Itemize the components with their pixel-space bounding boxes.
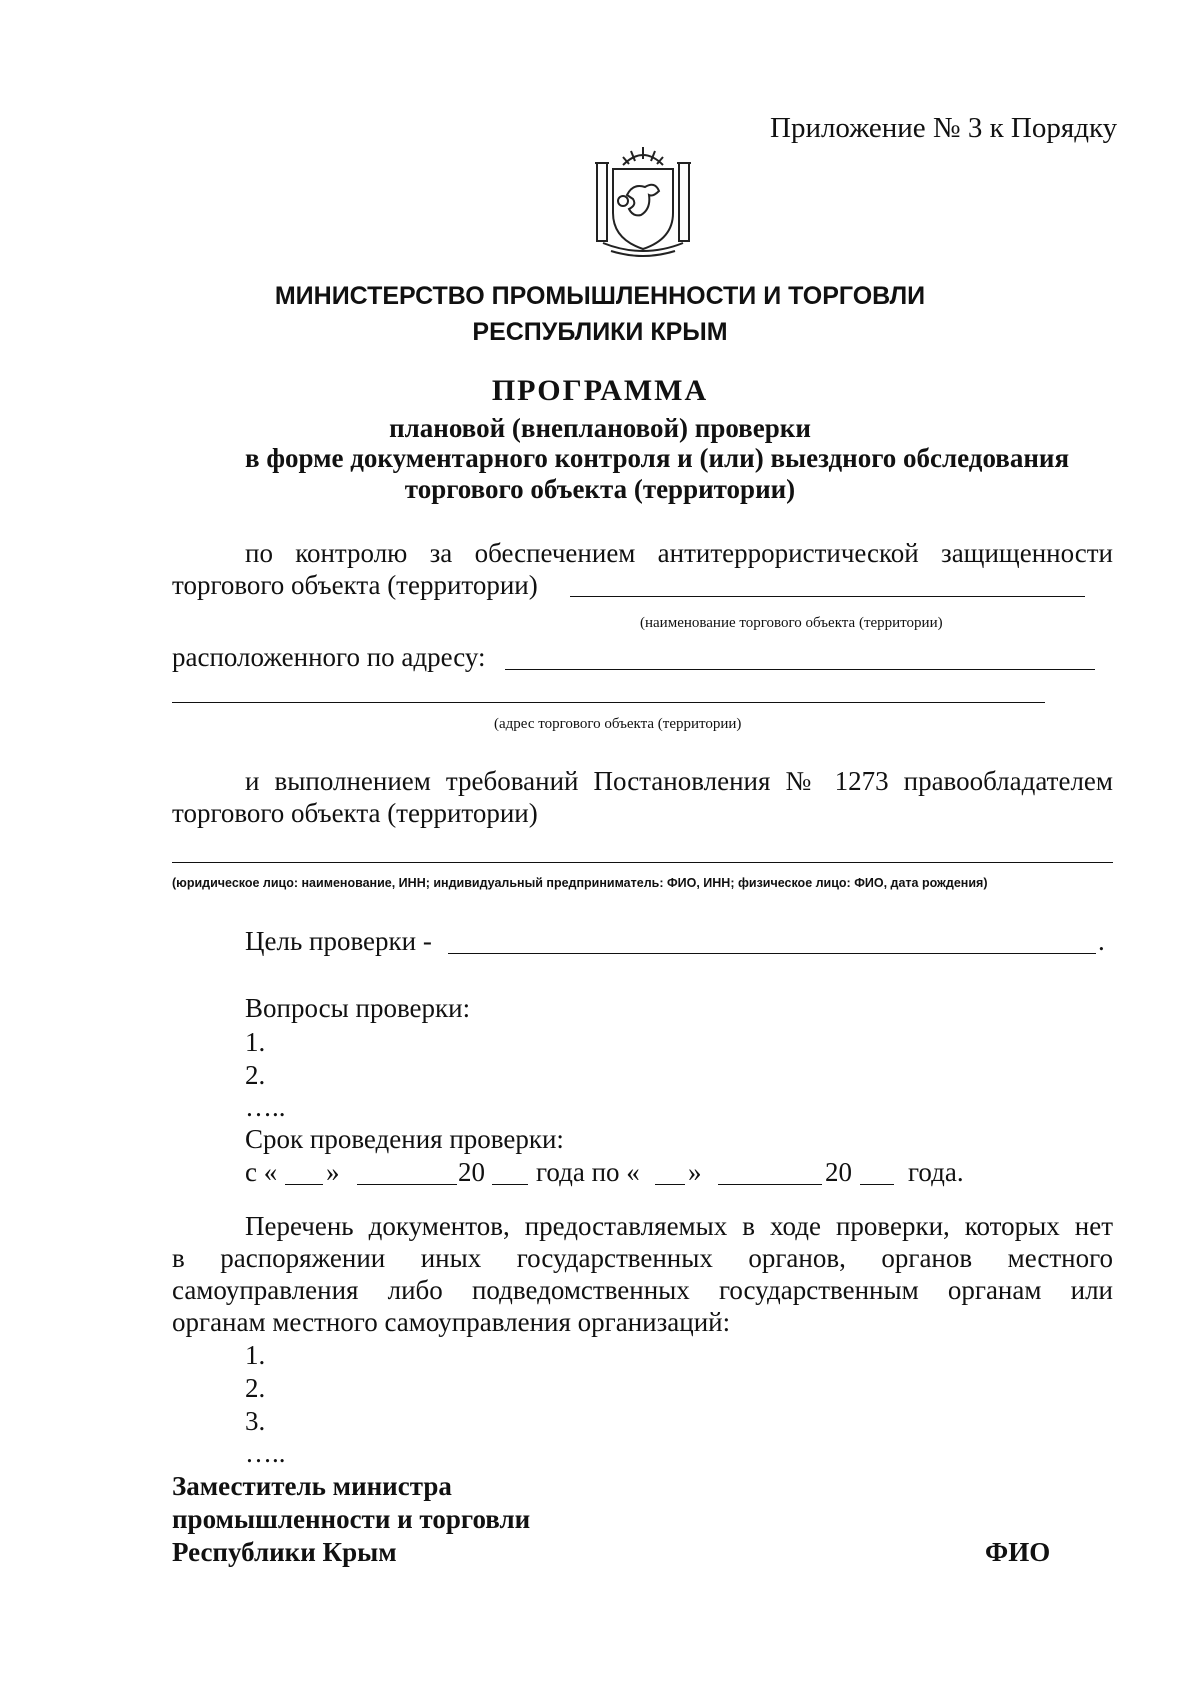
- term-from-year-prefix: 20: [458, 1157, 485, 1187]
- question-item: 1.: [245, 1027, 266, 1057]
- docs-line-4: органам местного самоуправления организаций:: [172, 1307, 731, 1337]
- term-end: года.: [908, 1157, 964, 1187]
- question-item: …..: [245, 1092, 286, 1122]
- docs-item: 2.: [245, 1373, 266, 1403]
- address-hint: (адрес торгового объекта (территории): [494, 716, 742, 732]
- object-name-field[interactable]: [570, 596, 1085, 597]
- signature-position-line-2: промышленности и торговли: [172, 1504, 531, 1534]
- term-label: Срок проведения проверки:: [245, 1124, 564, 1154]
- program-subtitle-1: плановой (внеплановой) проверки: [389, 413, 811, 443]
- program-subtitle-3: торгового объекта (территории): [404, 474, 796, 504]
- docs-item: …..: [245, 1438, 286, 1468]
- ministry-line-1: МИНИСТЕРСТВО ПРОМЫШЛЕННОСТИ И ТОРГОВЛИ: [274, 282, 926, 310]
- requirement-line-2: торгового объекта (территории): [172, 798, 538, 828]
- question-item: 2.: [245, 1060, 266, 1090]
- signature-position-line-3: Республики Крым: [172, 1537, 397, 1567]
- term-to-prefix: года по «: [536, 1157, 640, 1187]
- docs-line-1: Перечень документов, предоставляемых в ходе проверки, которых нет: [245, 1211, 1113, 1241]
- goal-label: Цель проверки -: [245, 926, 432, 956]
- object-name-hint: (наименование торгового объекта (территории): [640, 615, 943, 631]
- program-title: ПРОГРАММА: [491, 374, 709, 407]
- docs-item: 3.: [245, 1406, 266, 1436]
- term-to-year-field[interactable]: [860, 1184, 894, 1185]
- term-to-day-field[interactable]: [655, 1184, 685, 1185]
- intro-line-2: торгового объекта (территории): [172, 570, 538, 600]
- term-from-month-field[interactable]: [357, 1184, 457, 1185]
- requirement-line-1: и выполнением требований Постановления № 1273 правообладателем: [245, 766, 1113, 796]
- address-field-1[interactable]: [505, 669, 1095, 670]
- docs-item: 1.: [245, 1340, 266, 1370]
- term-from-prefix: с «: [245, 1157, 278, 1187]
- term-quote-close-2: »: [688, 1157, 702, 1187]
- program-subtitle-2: в форме документарного контроля и (или) выездного обследования: [245, 443, 1070, 473]
- term-quote-close: »: [326, 1157, 340, 1187]
- intro-line-1: по контролю за обеспечением антитеррористической защищенности: [245, 538, 1113, 568]
- owner-field[interactable]: [172, 862, 1113, 863]
- docs-line-3: самоуправления либо подведомственных государственным органам или: [172, 1275, 1113, 1305]
- owner-hint: (юридическое лицо: наименование, ИНН; индивидуальный предприниматель: ФИО, ИНН; физическое лицо: ФИО, дата рождения): [172, 876, 988, 890]
- term-from-day-field[interactable]: [285, 1184, 323, 1185]
- term-to-year-prefix: 20: [825, 1157, 852, 1187]
- address-label: расположенного по адресу:: [172, 642, 486, 672]
- term-from-year-field[interactable]: [492, 1184, 528, 1185]
- goal-end: .: [1098, 926, 1105, 956]
- term-to-month-field[interactable]: [718, 1184, 822, 1185]
- ministry-line-2: РЕСПУБЛИКИ КРЫМ: [472, 318, 728, 346]
- goal-field[interactable]: [448, 953, 1096, 954]
- appendix-label: Приложение № 3 к Порядку: [770, 112, 1118, 144]
- crimea-coat-of-arms-icon: [593, 143, 693, 261]
- address-field-2[interactable]: [172, 702, 1045, 703]
- signature-name: ФИО: [985, 1537, 1051, 1567]
- signature-position-line-1: Заместитель министра: [172, 1471, 452, 1501]
- docs-line-2: в распоряжении иных государственных органов, органов местного: [172, 1243, 1113, 1273]
- questions-label: Вопросы проверки:: [245, 993, 471, 1023]
